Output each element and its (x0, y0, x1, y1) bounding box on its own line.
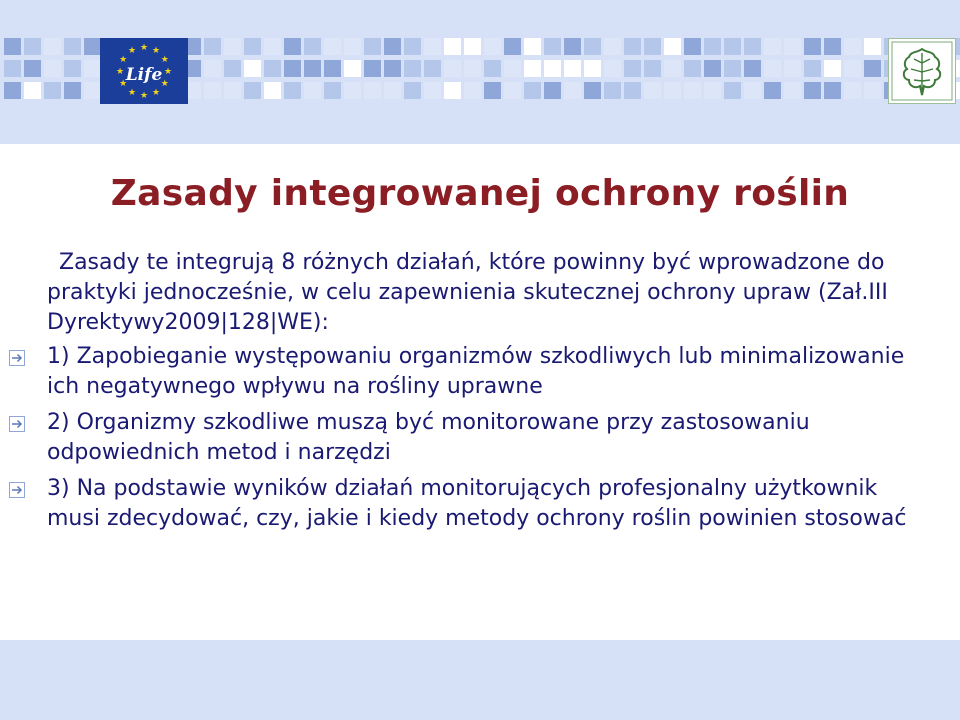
arrow-right-icon (9, 482, 25, 498)
oak-leaf-logo (888, 38, 956, 104)
mosaic-tile (584, 60, 601, 77)
mosaic-tile (264, 38, 281, 55)
eu-star-icon: ★ (151, 46, 161, 57)
mosaic-tile (764, 82, 781, 99)
mosaic-tile (824, 82, 841, 99)
mosaic-tile (84, 38, 101, 55)
mosaic-tile (24, 60, 41, 77)
mosaic-tile (844, 82, 861, 99)
mosaic-tile (344, 60, 361, 77)
mosaic-tile (544, 38, 561, 55)
mosaic-tile (304, 82, 321, 99)
mosaic-tile (644, 38, 661, 55)
mosaic-tile (864, 82, 881, 99)
mosaic-tile (344, 38, 361, 55)
mosaic-tile (284, 60, 301, 77)
mosaic-tile (764, 38, 781, 55)
mosaic-tile (44, 82, 61, 99)
mosaic-tile (864, 38, 881, 55)
mosaic-tile (464, 82, 481, 99)
arrow-right-icon (9, 350, 25, 366)
mosaic-tile (784, 38, 801, 55)
mosaic-tile (804, 38, 821, 55)
mosaic-tile (644, 82, 661, 99)
mosaic-tile (504, 82, 521, 99)
mosaic-tile (604, 82, 621, 99)
eu-star-icon: ★ (139, 91, 149, 101)
list-item (47, 342, 927, 402)
mosaic-tile (444, 60, 461, 77)
mosaic-tile (384, 82, 401, 99)
mosaic-tile (864, 60, 881, 77)
mosaic-tile (224, 38, 241, 55)
mosaic-tile (4, 82, 21, 99)
mosaic-tile (404, 60, 421, 77)
mosaic-tile (324, 38, 341, 55)
mosaic-tile (664, 60, 681, 77)
mosaic-tile (364, 38, 381, 55)
mosaic-tile (464, 60, 481, 77)
mosaic-tile (584, 82, 601, 99)
mosaic-tile (24, 82, 41, 99)
mosaic-tile (604, 60, 621, 77)
mosaic-tile (204, 38, 221, 55)
mosaic-tile (84, 82, 101, 99)
mosaic-tile (384, 38, 401, 55)
mosaic-tile (404, 82, 421, 99)
eu-star-icon: ★ (160, 55, 169, 65)
mosaic-tile (284, 82, 301, 99)
mosaic-tile (524, 82, 541, 99)
mosaic-tile (624, 38, 641, 55)
slide-title: Zasady integrowanej ochrony roślin (110, 173, 850, 214)
mosaic-tile (744, 82, 761, 99)
mosaic-tile (684, 82, 701, 99)
eu-star-icon: ★ (119, 79, 128, 89)
mosaic-tile (464, 38, 481, 55)
mosaic-tile (564, 38, 581, 55)
eu-star-icon: ★ (127, 87, 137, 98)
list-item (47, 408, 927, 468)
mosaic-tile (424, 60, 441, 77)
mosaic-tile (624, 82, 641, 99)
mosaic-tile (704, 82, 721, 99)
mosaic-tile (64, 38, 81, 55)
mosaic-tile (364, 82, 381, 99)
mosaic-tile (364, 60, 381, 77)
mosaic-tile (524, 60, 541, 77)
mosaic-tile (544, 60, 561, 77)
list-item (47, 474, 927, 534)
mosaic-tile (804, 82, 821, 99)
mosaic-tile (84, 60, 101, 77)
eu-star-icon: ★ (139, 43, 149, 53)
eu-star-icon: ★ (163, 67, 173, 77)
mosaic-tile (844, 60, 861, 77)
mosaic-tile (264, 60, 281, 77)
intro-paragraph: Zasady te integrują 8 różnych działań, które powinny być wprowadzone do praktyki jednocześnie, w celu zapewnienia skutecznej ochrony upraw (Zał.III Dyrektywy2009|128|WE): (47, 250, 888, 335)
mosaic-tile (444, 38, 461, 55)
mosaic-tile (684, 60, 701, 77)
mosaic-tile (204, 60, 221, 77)
mosaic-tile (844, 38, 861, 55)
eu-star-icon: ★ (151, 87, 161, 98)
mosaic-tile (504, 38, 521, 55)
mosaic-tile (544, 82, 561, 99)
mosaic-tile (584, 38, 601, 55)
eu-star-icon: ★ (119, 55, 128, 65)
mosaic-tile (24, 38, 41, 55)
slide-content (0, 248, 960, 534)
arrow-right-icon (9, 416, 25, 432)
mosaic-tile (704, 38, 721, 55)
mosaic-tile (284, 38, 301, 55)
footer-band (0, 640, 960, 720)
mosaic-tile (44, 38, 61, 55)
mosaic-tile (304, 38, 321, 55)
mosaic-tile (224, 60, 241, 77)
mosaic-tile (204, 82, 221, 99)
mosaic-tile (784, 60, 801, 77)
mosaic-tile (564, 60, 581, 77)
mosaic-tile (784, 82, 801, 99)
bullet-text: 3) Na podstawie wyników działań monitorujących profesjonalny użytkownik musi zdecydować, czy, jakie i kiedy metody ochrony roślin powinien stosować (47, 476, 907, 531)
eu-star-icon: ★ (127, 46, 137, 57)
mosaic-tile (704, 60, 721, 77)
mosaic-tile (824, 60, 841, 77)
mosaic-tile (484, 60, 501, 77)
mosaic-tile (724, 38, 741, 55)
mosaic-tile (324, 60, 341, 77)
mosaic-tile (304, 60, 321, 77)
mosaic-tile (244, 60, 261, 77)
mosaic-tile (244, 82, 261, 99)
mosaic-tile (404, 38, 421, 55)
eu-star-icon: ★ (160, 79, 169, 89)
mosaic-tile (264, 82, 281, 99)
mosaic-tile (624, 60, 641, 77)
mosaic-tile (564, 82, 581, 99)
mosaic-tile (644, 60, 661, 77)
mosaic-tile (44, 60, 61, 77)
mosaic-tile (664, 82, 681, 99)
eu-life-logo (100, 38, 188, 104)
mosaic-tile (64, 82, 81, 99)
mosaic-tile (804, 60, 821, 77)
mosaic-tile (484, 82, 501, 99)
mosaic-tile (684, 38, 701, 55)
mosaic-tile (424, 38, 441, 55)
mosaic-tile (524, 38, 541, 55)
mosaic-tile (744, 60, 761, 77)
mosaic-tile (324, 82, 341, 99)
mosaic-tile (604, 38, 621, 55)
bullet-text: 2) Organizmy szkodliwe muszą być monitorowane przy zastosowaniu odpowiednich metod i narzędzi (47, 410, 810, 465)
mosaic-tile (764, 60, 781, 77)
mosaic-tile (724, 60, 741, 77)
mosaic-tile (504, 60, 521, 77)
mosaic-tile (824, 38, 841, 55)
life-logo-text: Life (125, 65, 163, 85)
mosaic-tile (344, 82, 361, 99)
mosaic-tile (744, 38, 761, 55)
eu-star-icon: ★ (115, 67, 125, 77)
mosaic-tile (64, 60, 81, 77)
mosaic-tile (224, 82, 241, 99)
mosaic-tile (484, 38, 501, 55)
mosaic-tile (424, 82, 441, 99)
bullet-text: 1) Zapobieganie występowaniu organizmów szkodliwych lub minimalizowanie ich negatywnego wpływu na rośliny uprawne (47, 344, 905, 399)
mosaic-tile (384, 60, 401, 77)
mosaic-tile (244, 38, 261, 55)
mosaic-tile (444, 82, 461, 99)
mosaic-tile (724, 82, 741, 99)
mosaic-tile (4, 38, 21, 55)
mosaic-tile (664, 38, 681, 55)
mosaic-tile (4, 60, 21, 77)
